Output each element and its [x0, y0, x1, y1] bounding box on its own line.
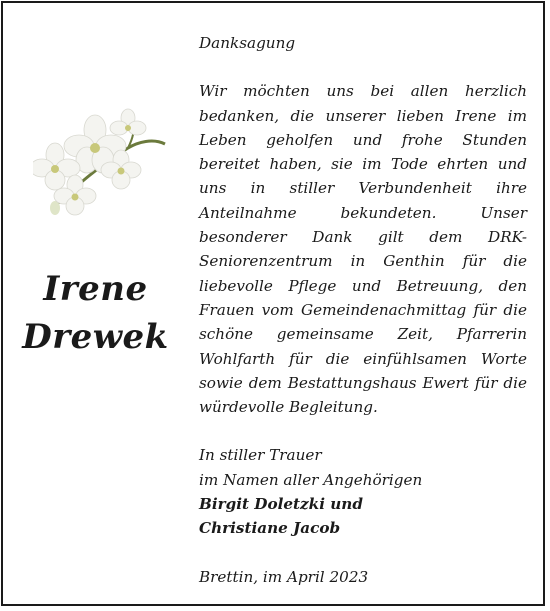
- deceased-last-name: Drewek: [22, 317, 169, 357]
- left-column: [3, 3, 188, 604]
- signer-2: Christiane Jacob: [199, 519, 341, 538]
- notice-heading: Danksagung: [199, 34, 296, 52]
- orchid-flower-icon: [33, 108, 173, 223]
- notice-body: Wir möchten uns bei allen herzlich bedanken, die unserer lieben Irene im Leben geholfen und frohe Stunden bereitet haben, sie im Tode ehrten und uns in stiller Verbundenheit ihre Anteilnahme bekundeten. Unser besonderer Dank gilt dem DRK-Seniorenzentrum in Genthin für die liebevolle Pflege und Betreuung, den Frauen vom Gemeindenachmittag für die schöne gemeinsame Zeit, Pfarrerin Wohlfarth für die einfühlsamen Worte sowie dem Bestattungshaus Ewert für die würdevolle Begleitung.: [199, 82, 527, 417]
- notice-text-column: [199, 31, 527, 589]
- mourning-line-1: In stiller Trauer: [199, 446, 322, 465]
- deceased-first-name: Irene: [43, 269, 148, 309]
- place-date: Brettin, im April 2023: [199, 567, 369, 586]
- mourning-line-2: im Namen aller Angehörigen: [199, 470, 423, 489]
- signer-1: Birgit Doletzki und: [199, 495, 363, 514]
- obituary-frame: [1, 1, 545, 606]
